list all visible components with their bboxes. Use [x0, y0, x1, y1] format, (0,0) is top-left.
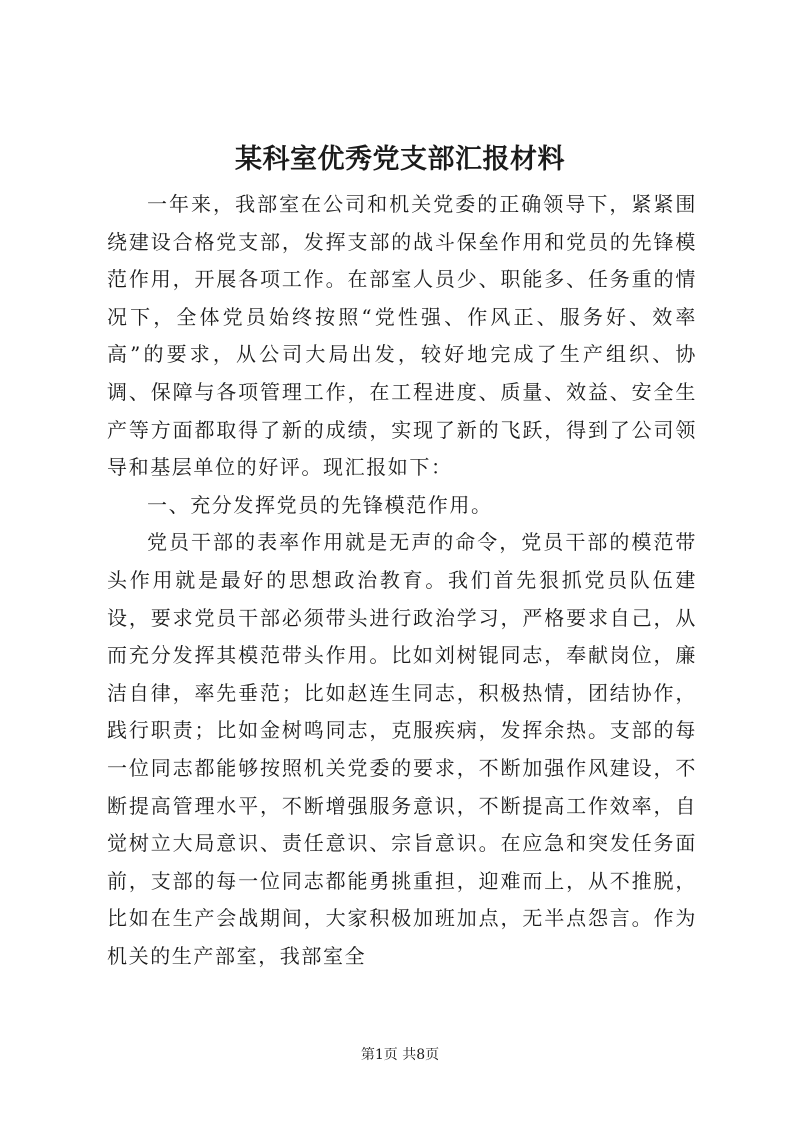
- document-body: [107, 186, 697, 975]
- paragraph-section-1: 党员干部的表率作用就是无声的命令，党员干部的模范带头作用就是最好的思想政治教育。我们首先狠抓党员队伍建设，要求党员干部必须带头进行政治学习，严格要求自己，从而充分发挥其模范带头作用。比如刘树锟同志，奉献岗位，廉洁自律，率先垂范；比如赵连生同志，积极热情，团结协作，践行职责；比如金树鸣同志，克服疾病，发挥余热。支部的每一位同志都能够按照机关党委的要求，不断加强作风建设，不断提高管理水平，不断增强服务意识，不断提高工作效率，自觉树立大局意识、责任意识、宗旨意识。在应急和突发任务面前，支部的每一位同志都能勇挑重担，迎难而上，从不推脱，比如在生产会战期间，大家积极加班加点，无半点怨言。作为机关的生产部室，我部室全: [107, 530, 697, 968]
- document-title: 某科室优秀党支部汇报材料: [235, 144, 565, 175]
- paragraph-intro: 一年来，我部室在公司和机关党委的正确领导下，紧紧围绕建设合格党支部，发挥支部的战斗保垒作用和党员的先锋模范作用，开展各项工作。在部室人员少、职能多、任务重的情况下，全体党员始终按照“党性强、作风正、服务好、效率高”的要求，从公司大局出发，较好地完成了生产组织、协调、保障与各项管理工作，在工程进度、质量、效益、安全生产等方面都取得了新的成绩，实现了新的飞跃，得到了公司领导和基层单位的好评。现汇报如下：: [107, 192, 697, 480]
- page-footer: 第1页 共8页: [360, 1047, 440, 1063]
- section-heading-1: 一、充分发挥党员的先锋模范作用。: [147, 492, 493, 517]
